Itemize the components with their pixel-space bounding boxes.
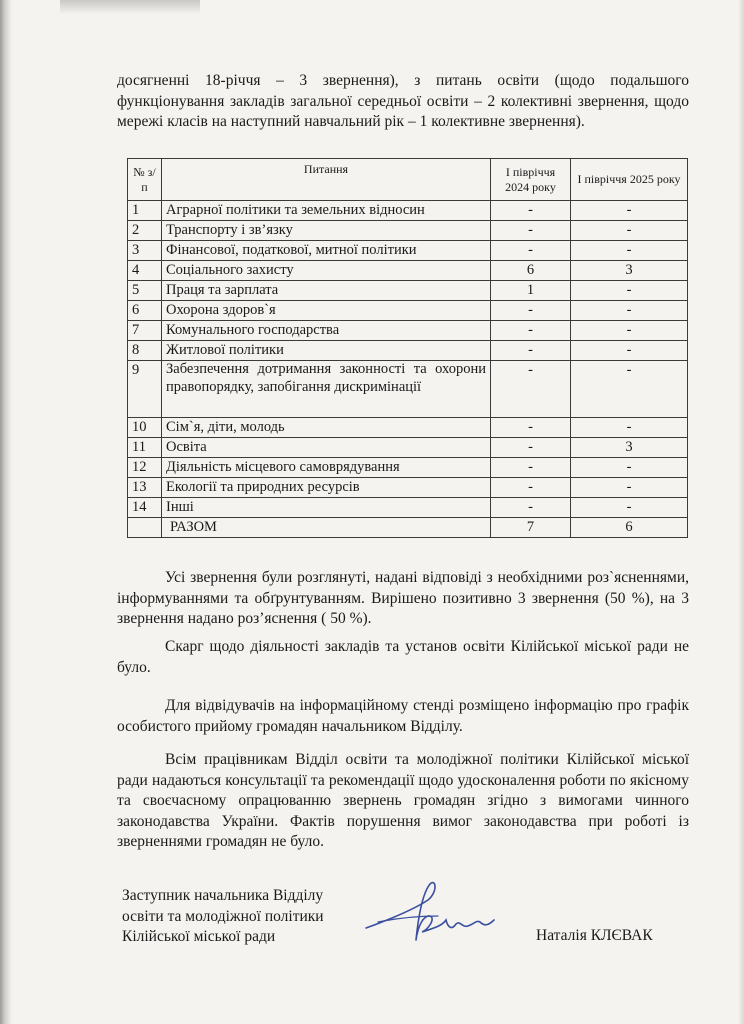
table-row bbox=[128, 478, 688, 498]
table-row bbox=[128, 361, 688, 418]
row-num: 4 bbox=[128, 261, 162, 281]
row-num: 8 bbox=[128, 341, 162, 361]
table-row bbox=[128, 458, 688, 478]
signatory-position bbox=[122, 886, 324, 948]
row-value-2025: - bbox=[571, 361, 688, 418]
header-topic: Питання bbox=[162, 159, 491, 201]
row-value-2024: - bbox=[491, 361, 571, 418]
table-row bbox=[128, 301, 688, 321]
table-row bbox=[128, 261, 688, 281]
row-value-2024: - bbox=[491, 321, 571, 341]
table-row bbox=[128, 321, 688, 341]
table-row bbox=[128, 498, 688, 518]
row-value-2025: - bbox=[571, 478, 688, 498]
table-row bbox=[128, 341, 688, 361]
row-value-2025: - bbox=[571, 498, 688, 518]
row-value-2024: - bbox=[491, 241, 571, 261]
position-line-2: освіти та молодіжної політики bbox=[122, 907, 324, 925]
row-topic: Сім`я, діти, молодь bbox=[162, 418, 491, 438]
row-value-2024: - bbox=[491, 201, 571, 221]
row-value-2025: - bbox=[571, 418, 688, 438]
header-h1-2025: І півріччя 2025 року bbox=[571, 159, 688, 201]
row-value-2025: - bbox=[571, 321, 688, 341]
row-topic: Транспорту і зв’язку bbox=[162, 221, 491, 241]
row-topic: Житлової політики bbox=[162, 341, 491, 361]
table-row bbox=[128, 241, 688, 261]
row-value-2025: - bbox=[571, 201, 688, 221]
table-total-row bbox=[128, 518, 688, 538]
position-line-3: Кілійської міської ради bbox=[122, 928, 276, 945]
row-value-2024: - bbox=[491, 478, 571, 498]
row-topic: Інші bbox=[162, 498, 491, 518]
row-num: 11 bbox=[128, 438, 162, 458]
row-value-2025: - bbox=[571, 301, 688, 321]
row-value-2025: - bbox=[571, 281, 688, 301]
row-topic: Забезпечення дотримання законності та охорони правопорядку, запобігання дискримінації bbox=[162, 361, 491, 418]
total-num-cell bbox=[128, 518, 162, 538]
row-value-2025: 3 bbox=[571, 438, 688, 458]
row-value-2024: - bbox=[491, 341, 571, 361]
header-h1-2024: І півріччя 2024 року bbox=[491, 159, 571, 201]
row-num: 12 bbox=[128, 458, 162, 478]
header-num: № з/п bbox=[128, 159, 162, 201]
paragraph-complaints: Скарг щодо діяльності закладів та установ освіти Кілійської міської ради не було. bbox=[117, 638, 689, 676]
row-num: 13 bbox=[128, 478, 162, 498]
row-value-2024: - bbox=[491, 458, 571, 478]
row-value-2024: - bbox=[491, 301, 571, 321]
row-topic: Екології та природних ресурсів bbox=[162, 478, 491, 498]
row-value-2025: 3 bbox=[571, 261, 688, 281]
total-2024: 7 bbox=[491, 518, 571, 538]
row-num: 14 bbox=[128, 498, 162, 518]
row-topic: Комунального господарства bbox=[162, 321, 491, 341]
handwritten-signature bbox=[358, 870, 508, 950]
row-topic: Охорона здоров`я bbox=[162, 301, 491, 321]
row-value-2024: - bbox=[491, 438, 571, 458]
scan-edge-right bbox=[738, 0, 744, 1024]
row-value-2024: 1 bbox=[491, 281, 571, 301]
row-value-2025: - bbox=[571, 458, 688, 478]
row-num: 10 bbox=[128, 418, 162, 438]
table-row bbox=[128, 281, 688, 301]
row-value-2025: - bbox=[571, 241, 688, 261]
scan-edge-left bbox=[0, 0, 12, 1024]
table-row bbox=[128, 221, 688, 241]
row-topic: Фінансової, податкової, митної політики bbox=[162, 241, 491, 261]
total-label: РАЗОМ bbox=[162, 518, 491, 538]
table-row bbox=[128, 438, 688, 458]
row-num: 1 bbox=[128, 201, 162, 221]
table-header-row bbox=[128, 159, 688, 201]
paragraph-consultations: Всім працівникам Відділ освіти та молодіжної політики Кілійської міської ради надаються консультації та рекомендації щодо удосконалення роботи по якісному та своєчасному опрацюванню звернень громадян згідно з вимогами чинного законодавства України. Фактів порушення вимог законодавства при роботі із зверненнями громадян не було. bbox=[117, 751, 689, 850]
row-topic: Діяльність місцевого самоврядування bbox=[162, 458, 491, 478]
position-line-1: Заступник начальника Відділу bbox=[122, 887, 324, 904]
row-value-2024: - bbox=[491, 498, 571, 518]
row-topic: Освіта bbox=[162, 438, 491, 458]
row-topic: Праця та зарплата bbox=[162, 281, 491, 301]
total-2025: 6 bbox=[571, 518, 688, 538]
row-value-2024: - bbox=[491, 418, 571, 438]
row-num: 6 bbox=[128, 301, 162, 321]
row-topic: Соціального захисту bbox=[162, 261, 491, 281]
table-row bbox=[128, 201, 688, 221]
row-num: 7 bbox=[128, 321, 162, 341]
scan-edge-top bbox=[60, 0, 200, 14]
table-row bbox=[128, 418, 688, 438]
row-value-2025: - bbox=[571, 221, 688, 241]
row-value-2024: - bbox=[491, 221, 571, 241]
signatory-name: Наталія КЛЄВАК bbox=[536, 927, 653, 944]
row-num: 9 bbox=[128, 361, 162, 418]
paragraph-info-stand: Для відвідувачів на інформаційному стенді розміщено інформацію про графік особистого прийому громадян начальником Відділу. bbox=[117, 697, 689, 735]
row-value-2024: 6 bbox=[491, 261, 571, 281]
row-num: 3 bbox=[128, 241, 162, 261]
row-topic: Аграрної політики та земельних відносин bbox=[162, 201, 491, 221]
intro-paragraph: досягненні 18-річчя – 3 звернення), з питань освіти (щодо подальшого функціонування закладів загальної середньої освіти – 2 колективні звернення, щодо мережі класів на наступний навчальний рік – 1 колективне звернення). bbox=[117, 72, 689, 130]
row-value-2025: - bbox=[571, 341, 688, 361]
row-num: 5 bbox=[128, 281, 162, 301]
appeals-table bbox=[127, 158, 688, 538]
row-num: 2 bbox=[128, 221, 162, 241]
paragraph-results: Усі звернення були розглянуті, надані відповіді з необхідними роз`ясненнями, інформуваннями та обґрунтуванням. Вирішено позитивно 3 звернення (50 %), на 3 звернення надано роз’яснення ( 50 %). bbox=[117, 569, 689, 627]
